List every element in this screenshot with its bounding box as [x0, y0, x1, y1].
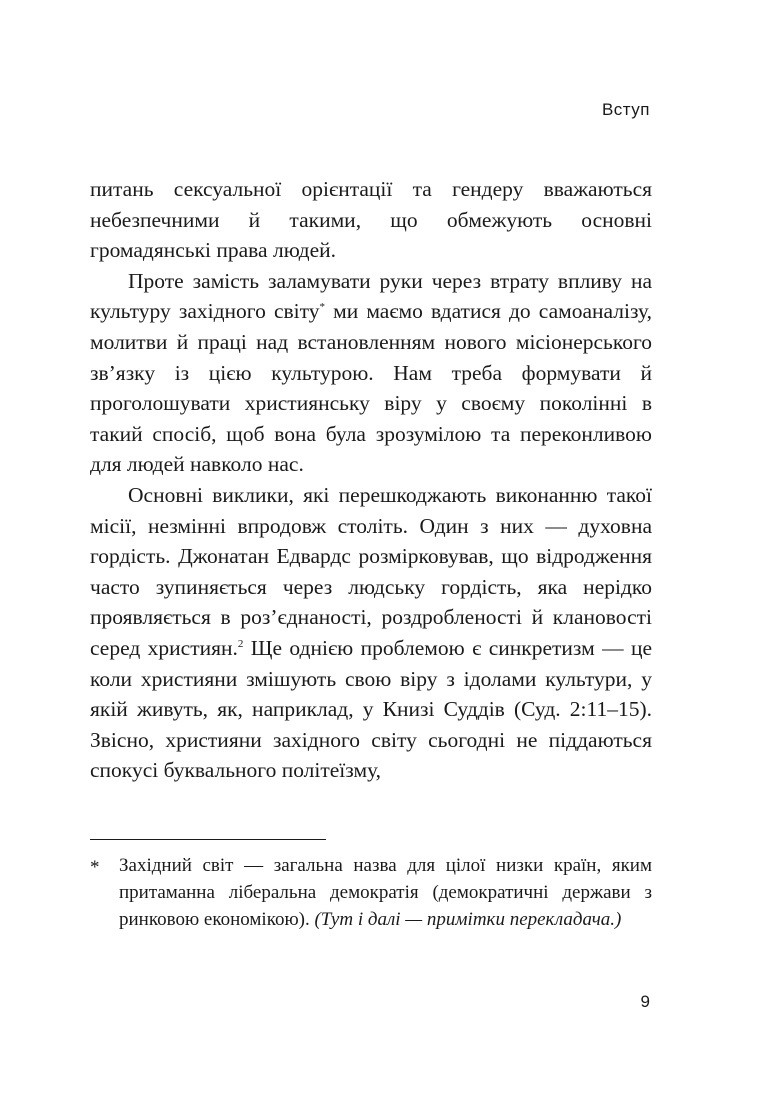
footnote-translator-note: (Тут і далі — примітки перекладача.) [314, 909, 622, 930]
footnote [90, 852, 652, 933]
paragraph-3-text-b: Ще однією проблемою є синкретизм — це коли християни змішують свою віру з ідолами культури, у якій живуть, як, наприклад, у Книзі Суддів (Суд. 2:11–15). Звісно, християни західного світу сьогодні не піддаються спокусі буквального політеїзму, [90, 635, 652, 783]
paragraph-3 [90, 480, 652, 786]
footnote-body: Західний світ — загальна назва для цілої низки країн, яким притаманна ліберальна демократія (демократичні держави з ринковою економікою). [119, 855, 652, 930]
footnote-ref-asterisk[interactable]: * [319, 301, 325, 314]
footnote-text [119, 852, 652, 933]
paragraph-3-text-a: Основні виклики, які перешкоджають виконанню такої місії, незмінні впродовж століть. Один з них — духовна гордість. Джонатан Едвардс розмірковував, що відродження часто зупиняється через людську гордість, яка нерідко проявляється в роз’єднаності, роздробленості й клановості серед християн. [90, 482, 652, 660]
paragraph-2-text-a: Проте замість заламувати руки через втрату впливу на культуру західного світу [90, 268, 652, 324]
page-number: 9 [640, 992, 650, 1011]
running-head: Вступ [601, 100, 650, 119]
body-text [90, 174, 652, 786]
paragraph-1: питань сексуальної орієнтації та гендеру вважаються небезпечними й такими, що обмежують основні громадянські права людей. [90, 177, 652, 263]
footnote-divider [90, 839, 326, 840]
endnote-ref-2[interactable]: 2 [237, 637, 244, 650]
paragraph-2-text-b: ми маємо вдатися до самоаналізу, молитви й праці над встановленням нового місіонерського зв’язку із цією культурою. Нам треба формувати й проголошувати християнську віру у своєму поколінні в такий спосіб, щоб вона була зрозумілою та переконливою для людей навколо нас. [90, 299, 652, 477]
paragraph-2 [90, 266, 652, 480]
footnote-mark: * [90, 857, 100, 878]
